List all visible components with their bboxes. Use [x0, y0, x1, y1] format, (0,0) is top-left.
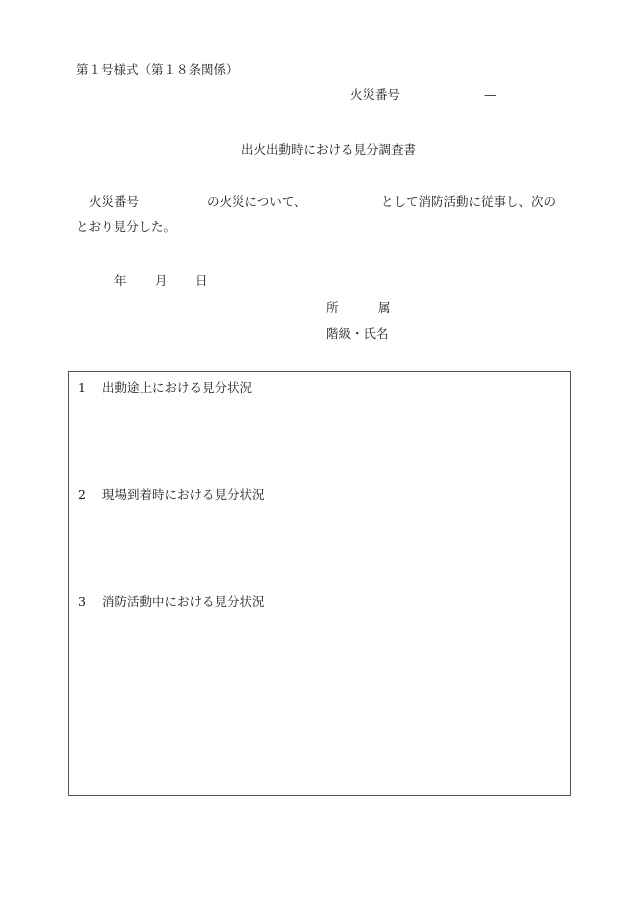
- section-3-number: 3: [78, 594, 86, 609]
- fire-number-header-label: 火災番号: [350, 87, 401, 102]
- form-label: 第１号様式（第１８条関係）: [76, 62, 239, 77]
- date-year: 年: [114, 273, 127, 288]
- section-2-number: 2: [78, 487, 86, 502]
- fire-number-header-dash: —: [484, 87, 497, 102]
- intro-fire-text: の火災について、: [207, 194, 307, 209]
- date-day: 日: [195, 273, 208, 288]
- section-2-label: 現場到着時における見分状況: [102, 487, 265, 502]
- document-title: 出火出動時における見分調査書: [241, 142, 417, 157]
- rank-name-label: 階級・氏名: [326, 326, 389, 341]
- section-1-number: 1: [78, 380, 86, 395]
- intro-activity-text: として消防活動に従事し、次の: [381, 194, 557, 209]
- intro-line2: とおり見分した。: [76, 219, 177, 234]
- section-1-label: 出動途上における見分状況: [102, 380, 253, 395]
- intro-fire-number: 火災番号: [89, 194, 140, 209]
- section-3-label: 消防活動中における見分状況: [102, 594, 265, 609]
- affiliation-label-2: 属: [378, 300, 391, 315]
- affiliation-label-1: 所: [326, 300, 339, 315]
- date-month: 月: [155, 273, 168, 288]
- observation-box: [68, 371, 571, 796]
